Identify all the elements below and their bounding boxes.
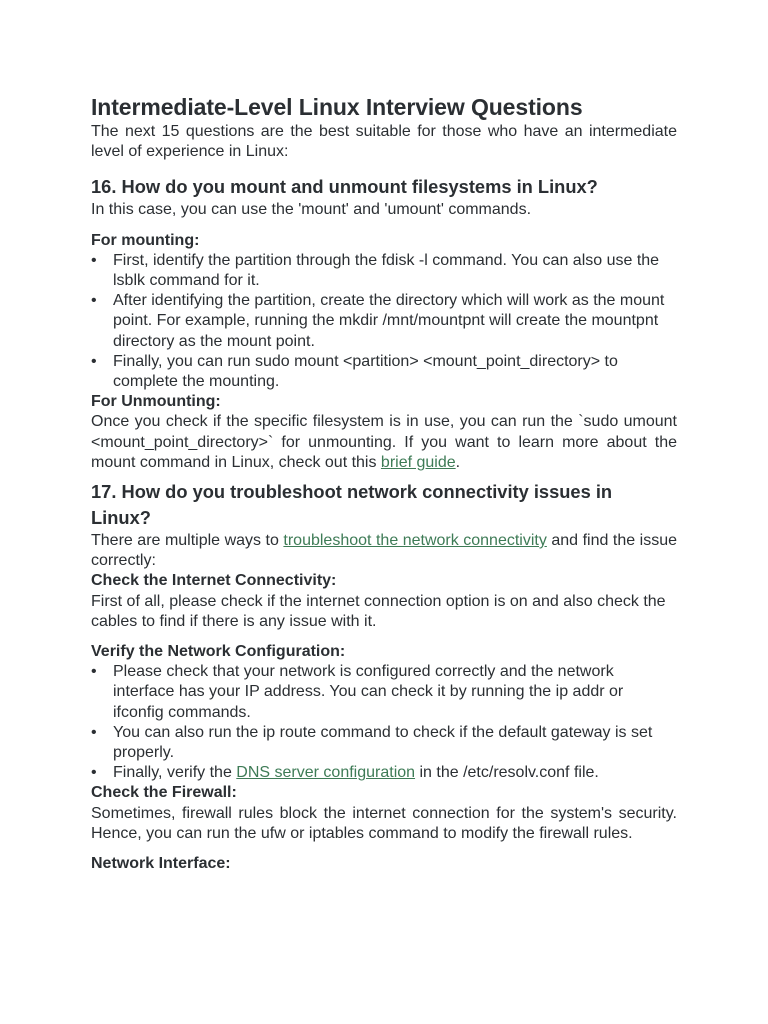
firewall-paragraph: Sometimes, firewall rules block the internet connection for the system's security. Hence, you can run the ufw or iptables command to modify the firewall rules. xyxy=(91,804,677,842)
firewall-label: Check the Firewall: xyxy=(91,784,237,802)
brief-guide-link[interactable]: brief guide xyxy=(380,453,456,471)
dns-server-configuration-link[interactable]: DNS server configuration xyxy=(236,764,416,782)
bullet-icon: • xyxy=(91,292,97,310)
list-item: • After identifying the partition, create the directory which will work as the mount point. For example, running the mkdir /mnt/mountpnt will create the mountpnt directory as the mount point. xyxy=(91,292,665,350)
network-configuration-label: Verify the Network Configuration: xyxy=(91,643,346,661)
network-configuration-list xyxy=(91,662,677,783)
bullet-icon: • xyxy=(91,251,97,269)
network-interface-label: Network Interface: xyxy=(91,855,231,873)
intro-paragraph: The next 15 questions are the best suitable for those who have an intermediate level of experience in Linux: xyxy=(91,123,677,161)
unmounting-paragraph: Once you check if the specific filesystem is in use, you can run the `sudo umount <mount_point_directory>` for unmounting. If you want to learn more about the mount command in Linux, check out this brief guide. xyxy=(91,413,677,471)
bullet-icon: • xyxy=(91,352,97,370)
question-16-heading: 16. How do you mount and unmount filesystems in Linux? xyxy=(91,176,598,198)
mounting-list xyxy=(91,251,677,392)
list-item: • Finally, verify the DNS server configuration in the /etc/resolv.conf file. xyxy=(91,763,677,783)
list-item: • You can also run the ip route command to check if the default gateway is set properly. xyxy=(91,723,653,762)
bullet-icon: • xyxy=(91,663,97,681)
list-item: • Please check that your network is configured correctly and the network interface has your IP address. You can check it by running the ip addr or ifconfig commands. xyxy=(91,663,624,721)
unmounting-label: For Unmounting: xyxy=(91,393,221,411)
internet-connectivity-label: Check the Internet Connectivity: xyxy=(91,572,337,590)
list-item: • First, identify the partition through the fdisk -l command. You can also use the lsblk command for it. xyxy=(91,251,660,290)
page-title: Intermediate-Level Linux Interview Questions xyxy=(91,94,583,120)
document-page xyxy=(91,92,677,874)
question-16-answer: In this case, you can use the 'mount' and 'umount' commands. xyxy=(91,201,532,219)
bullet-icon: • xyxy=(91,723,97,741)
bullet-icon: • xyxy=(91,764,97,782)
mounting-label: For mounting: xyxy=(91,231,200,249)
internet-connectivity-paragraph: First of all, please check if the internet connection option is on and also check the cables to find if there is any issue with it. xyxy=(91,592,666,630)
question-17-intro: There are multiple ways to troubleshoot the network connectivity and find the issue correctly: xyxy=(91,532,677,570)
list-item: • Finally, you can run sudo mount <partition> <mount_point_directory> to complete the mounting. xyxy=(91,352,618,391)
question-17-heading: 17. How do you troubleshoot network connectivity issues in Linux? xyxy=(91,481,613,529)
troubleshoot-network-link[interactable]: troubleshoot the network connectivity xyxy=(283,532,547,550)
